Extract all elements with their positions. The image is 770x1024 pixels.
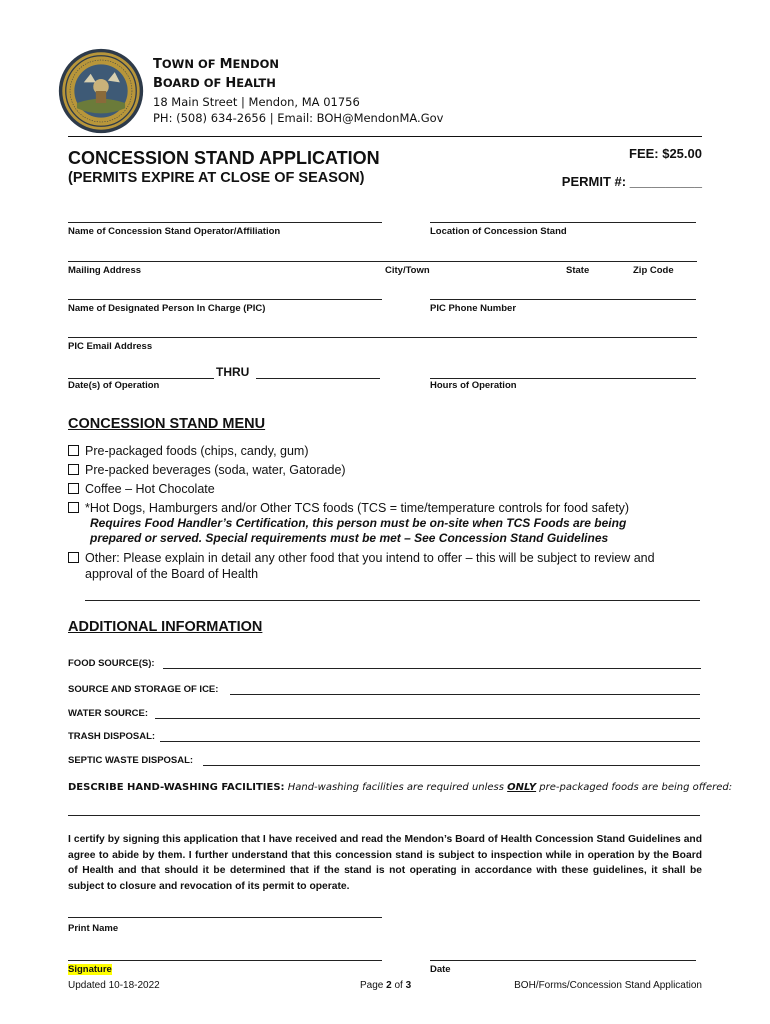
date-field[interactable] [430, 960, 696, 961]
hand-washing-only: ONLY [507, 782, 537, 793]
mailing-address-field[interactable] [68, 261, 697, 262]
checkbox-icon[interactable] [68, 552, 79, 563]
option-tcs-foods[interactable]: *Hot Dogs, Hamburgers and/or Other TCS foods (TCS = time/temperature controls for food safety) [68, 500, 629, 516]
permit-number[interactable]: PERMIT #: __________ [561, 174, 702, 189]
city-label: City/Town [385, 265, 430, 276]
town-name: TOWN OF MENDON [153, 57, 279, 72]
tcs-note-line-2: prepared or served. Special requirements must be met – See Concession Stand Guidelines [90, 531, 609, 545]
water-label: WATER SOURCE: [68, 708, 149, 719]
pic-name-field[interactable] [68, 299, 382, 300]
ice-field[interactable] [230, 694, 700, 695]
zip-label: Zip Code [633, 265, 674, 276]
thru-label: THRU [216, 365, 250, 379]
food-source-field[interactable] [163, 668, 701, 669]
trash-label: TRASH DISPOSAL: [68, 731, 156, 742]
mailing-label: Mailing Address [68, 265, 142, 276]
septic-field[interactable] [203, 765, 700, 766]
signature-label: Signature [68, 964, 112, 975]
operator-label: Name of Concession Stand Operator/Affiliation [68, 226, 281, 237]
fee-label: FEE: $25.00 [629, 146, 702, 161]
footer-page-number: Page 2 of 3 [360, 980, 412, 991]
option-prepackaged-foods[interactable]: Pre-packaged foods (chips, candy, gum) [68, 443, 309, 459]
food-source-label: FOOD SOURCE(S): [68, 658, 155, 669]
operator-field[interactable] [68, 222, 382, 223]
town-seal-icon [58, 48, 144, 134]
header-address: 18 Main Street | Mendon, MA 01756 [153, 95, 360, 109]
checkbox-icon[interactable] [68, 483, 79, 494]
water-field[interactable] [155, 718, 700, 719]
dates-label: Date(s) of Operation [68, 380, 160, 391]
date-label: Date [430, 964, 451, 975]
certification-text: I certify by signing this application that I have received and read the Mendon’s Board of Health Concession Stand Guidelines and agree to abide by them. I further understand that this concession stand is subject to inspection while in operation by the Board of Health and that should it be determined that if the stand is not operating in accordance with these guidelines, it shall be subject to closure and revocation of its permit to operate. [68, 834, 702, 892]
pic-phone-label: PIC Phone Number [430, 303, 517, 314]
signature-field[interactable] [68, 960, 382, 961]
location-label: Location of Concession Stand [430, 226, 567, 237]
ice-label: SOURCE AND STORAGE OF ICE: [68, 684, 219, 695]
trash-field[interactable] [160, 741, 700, 742]
print-name-label: Print Name [68, 923, 119, 934]
hours-label: Hours of Operation [430, 380, 517, 391]
additional-heading: ADDITIONAL INFORMATION [68, 619, 263, 635]
pic-email-label: PIC Email Address [68, 341, 153, 352]
form-subtitle: (PERMITS EXPIRE AT CLOSE OF SEASON) [68, 170, 365, 186]
end-date-field[interactable] [256, 378, 380, 379]
menu-heading: CONCESSION STAND MENU [68, 416, 266, 432]
other-explanation-field[interactable] [85, 600, 700, 601]
septic-label: SEPTIC WASTE DISPOSAL: [68, 755, 194, 766]
tcs-note-line-1: Requires Food Handler’s Certification, this person must be on-site when TCS Foods are being [90, 516, 627, 530]
checkbox-icon[interactable] [68, 445, 79, 456]
start-date-field[interactable] [68, 378, 214, 379]
hand-washing-field[interactable] [68, 815, 700, 816]
option-prepacked-beverages[interactable]: Pre-packed beverages (soda, water, Gatorade) [68, 462, 346, 478]
footer-form-path: BOH/Forms/Concession Stand Application [514, 980, 702, 991]
footer-updated: Updated 10-18-2022 [68, 980, 160, 991]
option-other-line-2: approval of the Board of Health [85, 567, 259, 581]
form-title: CONCESSION STAND APPLICATION [68, 148, 380, 168]
checkbox-icon[interactable] [68, 502, 79, 513]
board-name: BOARD OF HEALTH [153, 76, 276, 91]
header-divider [68, 136, 702, 137]
hand-washing-label: DESCRIBE HAND-WASHING FACILITIES: [68, 782, 285, 793]
hours-field[interactable] [430, 378, 696, 379]
print-name-field[interactable] [68, 917, 382, 918]
hand-washing-text-b: pre-packaged foods are being offered: [536, 782, 733, 793]
hand-washing-row [68, 782, 732, 793]
option-coffee[interactable]: Coffee – Hot Chocolate [68, 481, 215, 497]
state-label: State [566, 265, 590, 276]
location-field[interactable] [430, 222, 696, 223]
checkbox-icon[interactable] [68, 464, 79, 475]
hand-washing-text-a: Hand-washing facilities are required unless [287, 782, 508, 793]
header-contact: PH: (508) 634-2656 | Email: BOH@MendonMA.Gov [153, 111, 444, 125]
pic-name-label: Name of Designated Person In Charge (PIC) [68, 303, 266, 314]
option-other[interactable]: Other: Please explain in detail any other food that you intend to offer – this will be subject to review and [68, 550, 655, 566]
pic-email-field[interactable] [68, 337, 697, 338]
pic-phone-field[interactable] [430, 299, 696, 300]
